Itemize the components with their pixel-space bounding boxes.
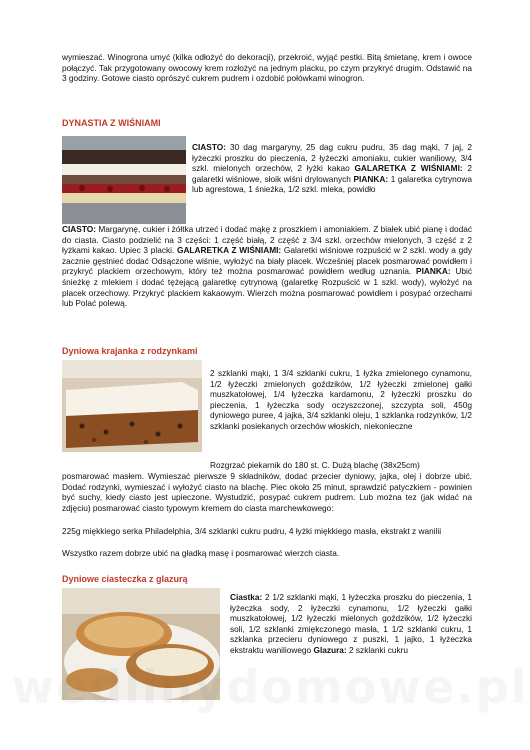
krajanka-ingredients: 2 szklanki mąki, 1 3/4 szklanki cukru, 1 łyżka zmielonego cynamonu, 1/2 łyżeczki zmielonych goździków, 1/2 łyżeczki zmielonej gałki muszkatołowej, 1/4 łyżeczka kardamonu, 2 łyżeczki proszku do pieczenia, 1 łyżeczka sody oczyszczonej, szczypta soli, 450g dyniowego puree, 4 jajka, 3/4 szklanki oleju, 1 szklanka rodzynków, 1/2 szklanki posiekanych orzechów włoskich, niekonieczne: [210, 368, 472, 431]
label-ciastka: Ciastka:: [230, 592, 263, 602]
method-pianka-text: Ubić śnieżkę z mlekiem i dodać tężejącą galaretkę cytrynową (galaretkę Rozpuścić w 1 szkl. wody), wyłożyć na placek orzechowy. Przykryć plackiem kakaowym. Wierzch można posmarować powidłem i posypać orzechami lub Polać polewą.: [62, 266, 472, 309]
krajanka-method-intro: Rozgrzać piekarnik do 180 st. C. Dużą blachę (38x25cm): [210, 460, 420, 470]
site-watermark: wedlinydomowe.pl: [11, 660, 529, 714]
recipe-title-ciasteczka: Dyniowe ciasteczka z glazurą: [62, 574, 188, 584]
method-galaretka-text: Galaretki wiśniowe rozpuścić w 2 szkl. wody a gdy zacznie gęstnieć dodać Odsączone wiśnie, wyłożyć na biały placek. Wcześniej placek posmarować powidłem i przykryć plackiem orzechowym, który też można posmarować powidłem według uznania.: [62, 245, 472, 277]
cream-ingredients: 225g miękkiego serka Philadelphia, 3/4 szklanki cukru pudru, 4 łyżki miękkiego masła, ekstrakt z wanilii: [62, 526, 442, 536]
label-pianka: PIANKA:: [353, 173, 389, 184]
krajanka-method: posmarować masłem. Wymieszać pierwsze 9 składników, dodać przecier dyniowy, jajka, olej i dobrze ubić. Dodać rodzynki, wymieszać i wyłożyć ciasto na blachę. Piec około 25 minut, sprawdzić patyczkiem - powinien być suchy, kiedy ciasto jest upieczone. Wystudzić, posypać cukrem pudrem. Lub można tez (jak widać na zdjęciu) posmarować ciasto typowym kremem do ciasta marchewkowego:: [62, 471, 472, 513]
recipe-title-dynastia: DYNASTIA Z WIŚNIAMI: [62, 118, 161, 128]
cake-layers-photo: [62, 136, 186, 224]
pumpkin-bars-photo: [62, 360, 202, 452]
ciasteczka-ingredients: [230, 592, 472, 656]
dynastia-ingredients: [192, 142, 472, 195]
pianka-ingredients: 1 galaretka cytrynowa lub agrestowa, 1 śnieżka, 1/2 szkl. mleka, powidło: [192, 173, 472, 195]
ciasto-ingredients: 30 dag margaryny, 25 dag cukru pudru, 35 dag mąki, 7 jaj, 2 łyżeczki proszku do pieczenia, 2 łyżeczki amoniaku, cukier waniliowy, 3/4 szkl. mielonych orzechów, 2 łyżki kakao: [192, 142, 472, 174]
ciastka-ingredients: 2 1/2 szklanki mąki, 1 łyżeczka proszku do pieczenia, 1 łyżeczka sody, 2 łyżeczki cynamonu, 1/2 łyżeczki gałki muszkatołowej, 1/2 łyżeczki mielonych goździków, 1/2 łyżeczki soli, 1/2 szklanki zmiękczonego masła, 1 1/2 szklanki cukru, 1 szklanka przecieru dyniowego z puszki, 1 jajko, 1 łyżeczka ekstraktu waniliowego: [230, 592, 472, 655]
method-label-ciasto: CIASTO:: [62, 224, 96, 234]
recipe-title-krajanka: Dyniowa krajanka z rodzynkami: [62, 346, 198, 356]
intro-paragraph: wymieszać. Winogrona umyć (kilka odłożyć do dekoracji), przekroić, wyjąć pestki. Bitą śmietanę, krem i owoce połączyć. Tak przygotowany owocowy krem rozłożyć na jednym placku, po czym przykryć drugim. Odstawić na 3 godziny. Gotowe ciasto oprószyć cukrem pudrem i ozdobić połówkami winogron.: [62, 52, 472, 84]
galaretka-ingredients: 2 galaretki wiśniowe, słoik wiśni drylowanych: [192, 163, 472, 184]
cream-instructions: Wszystko razem dobrze ubić na gładką masę i posmarować wierzch ciasta.: [62, 548, 340, 558]
label-glazura: Glazura:: [313, 644, 347, 655]
label-ciasto: CIASTO:: [192, 142, 226, 152]
method-label-pianka: PIANKA:: [416, 266, 451, 277]
dynastia-method: [62, 224, 472, 309]
glazura-ingredients: 2 szklanki cukru: [346, 644, 409, 655]
label-galaretka: GALARETKA Z WIŚNIAMI:: [354, 163, 463, 174]
method-label-galaretka: GALARETKA Z WIŚNIAMI:: [176, 245, 282, 256]
method-ciasto-text: Margarynę, cukier i żółtka utrzeć i dodać mąkę z proszkiem i amoniakiem. Z białek ubić pianę i dodać do ciasta. Ciasto podzielić na 3 części: 1 część białą, 2 część z 3/4 szkl. orzechów mielonych, 3 część z 2 łyżkami kakao. Upiec 3 placki.: [62, 224, 472, 256]
